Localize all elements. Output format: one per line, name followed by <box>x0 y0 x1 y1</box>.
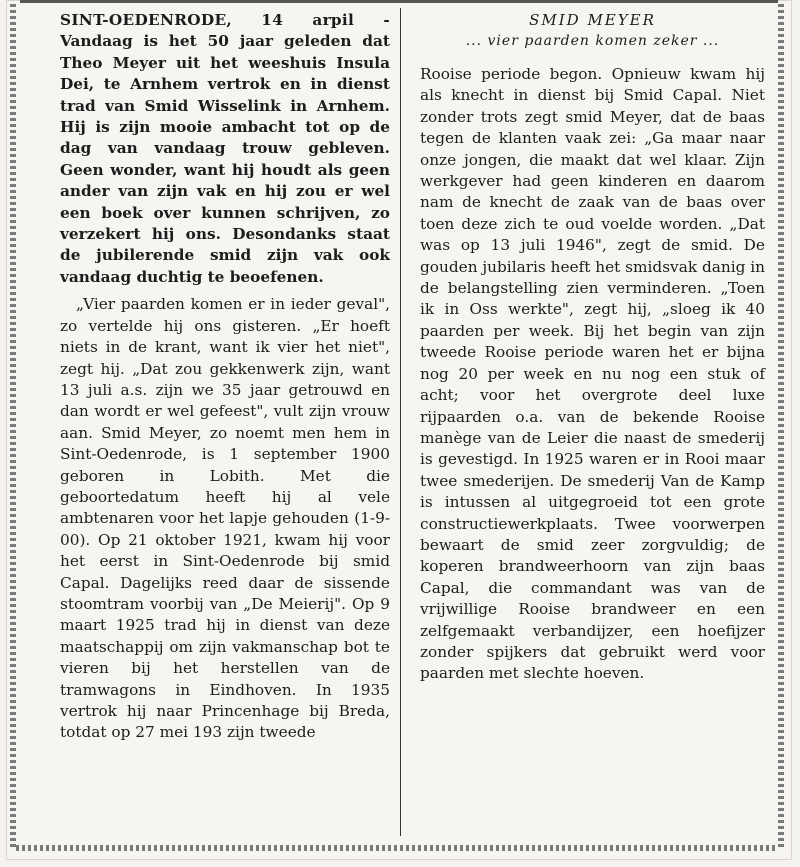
column-divider <box>400 8 401 836</box>
body-paragraph-left: „Vier paarden komen er in ieder geval", zo vertelde hij ons gisteren. „Er hoeft niets in de krant, want ik vier het niet", zegt hij. „Dat zou gekkenwerk zijn, want 13 juli a.s. zijn we 35 jaar getrouwd en dan wordt er wel gefeest", vult zijn vrouw aan. Smid Meyer, zo noemt men hem in Sint-Oedenrode, is 1 september 1900 geboren in Lobith. Met die geboortedatum heeft hij al vele ambtenaren voor het lapje gehouden (1-9-00). Op 21 oktober 1921, kwam hij voor het eerst in Sint-Oedenrode bij smid Capal. Dagelijks reed daar de sissende stoomtram voorbij van „De Meierij". Op 9 maart 1925 trad hij in dienst van deze maatschappij om zijn vakmanschap bot te vieren bij het herstellen van de tramwagons in Eindhoven. In 1935 vertrok hij naar Princenhage bij Breda, totdat op 27 mei 193 zijn tweede <box>60 295 390 742</box>
dateline: SINT-OEDENRODE, 14 arpil - <box>60 11 390 29</box>
lead-paragraph <box>60 10 390 288</box>
article-heading: SMID MEYER <box>529 11 656 29</box>
left-column <box>60 10 390 750</box>
dashed-border-bottom <box>16 845 778 851</box>
right-column <box>420 10 765 691</box>
dashed-border-left <box>10 4 16 850</box>
lead-text: Vandaag is het 50 jaar geleden dat Theo Meyer uit het weeshuis Insula Dei, te Arnhem vertrok en in dienst trad van Smid Wisselink in Arnhem. Hij is zijn mooie ambacht tot op de dag van vandaag trouw gebleven. Geen wonder, want hij houdt als geen ander van zijn vak en hij zou er wel een boek over kunnen schrijven, zo verzekert hij ons. Desondanks staat de jubilerende smid zijn vak ook vandaag duchtig te beoefenen. <box>60 32 390 286</box>
top-rule <box>20 0 778 3</box>
body-paragraph-right: Rooise periode begon. Opnieuw kwam hij als knecht in dienst bij Smid Capal. Niet zonder trots zegt smid Meyer, dat de baas tegen de klanten vaak zei: „Ga maar naar onze jongen, die maakt dat wel klaar. Zijn werkgever had geen kinderen en daarom nam de knecht de zaak van de baas over toen deze zich te oud voelde worden. „Dat was op 13 juli 1946", zegt de smid. De gouden jubilaris heeft het smidsvak danig in de belangstelling zien verminderen. „Toen ik in Oss werkte", zegt hij, „sloeg ik 40 paarden per week. Bij het begin van zijn tweede Rooise periode waren het er bijna nog 20 per week en nu nog een stuk of acht; voor het overgrote deel luxe rijpaarden o.a. van de bekende Rooise manège van de Leier die naast de smederij is gevestigd. In 1925 waren er in Rooi maar twee smederijen. De smederij Van de Kamp is intussen al uitgegroeid tot een grote constructiewerkplaats. Twee voorwerpen bewaart de smid zeer zorgvuldig; de koperen brandweerhoorn van zijn baas Capal, die commandant was van de vrijwillige Rooise brandweer en een zelfgemaakt verbandijzer, een hoefijzer zonder spijkers dat gebruikt werd voor paarden met slechte hoeven. <box>420 65 766 683</box>
dashed-border-right <box>778 4 784 850</box>
article-subheading: ... vier paarden komen zeker ... <box>465 33 720 49</box>
